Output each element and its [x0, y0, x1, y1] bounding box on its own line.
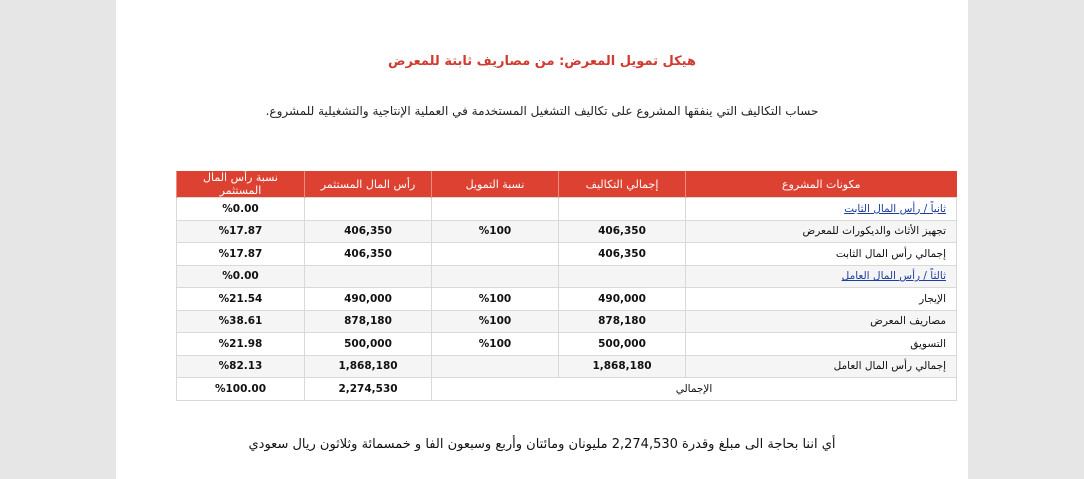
- header-funding-ratio: نسبة التمويل: [432, 171, 559, 198]
- row-capital: 500,000: [305, 333, 432, 356]
- header-components: مكونات المشروع: [686, 171, 957, 198]
- row-label: إجمالي رأس المال العامل: [686, 355, 957, 378]
- row-total: 1,868,180: [559, 355, 686, 378]
- row-total: 490,000: [559, 288, 686, 311]
- row-label: إجمالي رأس المال الثابت: [686, 243, 957, 266]
- total-label: الإجمالي: [432, 378, 957, 401]
- table-row: [177, 243, 957, 266]
- row-capital: 406,350: [305, 243, 432, 266]
- total-ratio: %100.00: [177, 378, 305, 401]
- row-total: [559, 198, 686, 221]
- row-capital: [305, 265, 432, 288]
- row-capital: 406,350: [305, 220, 432, 243]
- table-row: [177, 198, 957, 221]
- table-row: [177, 220, 957, 243]
- row-funding: %100: [432, 220, 559, 243]
- row-funding: %100: [432, 310, 559, 333]
- header-total-costs: إجمالي التكاليف: [559, 171, 686, 198]
- conclusion-paragraph: أي اننا بحاجة الى مبلغ وقدرة 2,274,530 مليونان ومائتان وأربع وسبعون الفا و خمسمائة وثلاثون ريال سعودي: [248, 437, 836, 452]
- table-row: [177, 310, 957, 333]
- row-total: [559, 265, 686, 288]
- row-ratio: %38.61: [177, 310, 305, 333]
- table-total-row: [177, 378, 957, 401]
- row-funding: [432, 243, 559, 266]
- table-row: [177, 288, 957, 311]
- row-ratio: %21.98: [177, 333, 305, 356]
- row-ratio: %17.87: [177, 243, 305, 266]
- row-capital: [305, 198, 432, 221]
- row-label: الإيجار: [686, 288, 957, 311]
- row-capital: 878,180: [305, 310, 432, 333]
- row-label-link[interactable]: ثالثاً / رأس المال العامل: [686, 265, 957, 288]
- intro-paragraph: حساب التكاليف التي ينفقها المشروع على تكاليف التشغيل المستخدمة في العملية الإنتاجية والتشغيلية للمشروع.: [265, 104, 819, 118]
- row-label: تجهيز الأثاث والديكورات للمعرض: [686, 220, 957, 243]
- financing-table: [176, 171, 957, 401]
- row-ratio: %17.87: [177, 220, 305, 243]
- total-capital: 2,274,530: [305, 378, 432, 401]
- header-capital-ratio: نسبة رأس المال المستثمر: [177, 171, 305, 198]
- row-total: 878,180: [559, 310, 686, 333]
- row-label: مصاريف المعرض: [686, 310, 957, 333]
- row-funding: [432, 198, 559, 221]
- table-row: [177, 265, 957, 288]
- row-total: 500,000: [559, 333, 686, 356]
- row-ratio: %0.00: [177, 198, 305, 221]
- table-header-row: [177, 171, 957, 198]
- row-funding: [432, 355, 559, 378]
- row-total: 406,350: [559, 220, 686, 243]
- row-ratio: %82.13: [177, 355, 305, 378]
- row-funding: [432, 265, 559, 288]
- table-row: [177, 333, 957, 356]
- row-label: التسويق: [686, 333, 957, 356]
- document-page: [116, 0, 968, 479]
- table-row: [177, 355, 957, 378]
- row-capital: 490,000: [305, 288, 432, 311]
- section-heading: هيكل تمويل المعرض: من مصاريف ثابتة للمعرض: [387, 54, 697, 69]
- row-total: 406,350: [559, 243, 686, 266]
- row-label-link[interactable]: ثانياً / رأس المال الثابت: [686, 198, 957, 221]
- row-ratio: %21.54: [177, 288, 305, 311]
- row-ratio: %0.00: [177, 265, 305, 288]
- row-capital: 1,868,180: [305, 355, 432, 378]
- row-funding: %100: [432, 288, 559, 311]
- row-funding: %100: [432, 333, 559, 356]
- header-invested-capital: رأس المال المستثمر: [305, 171, 432, 198]
